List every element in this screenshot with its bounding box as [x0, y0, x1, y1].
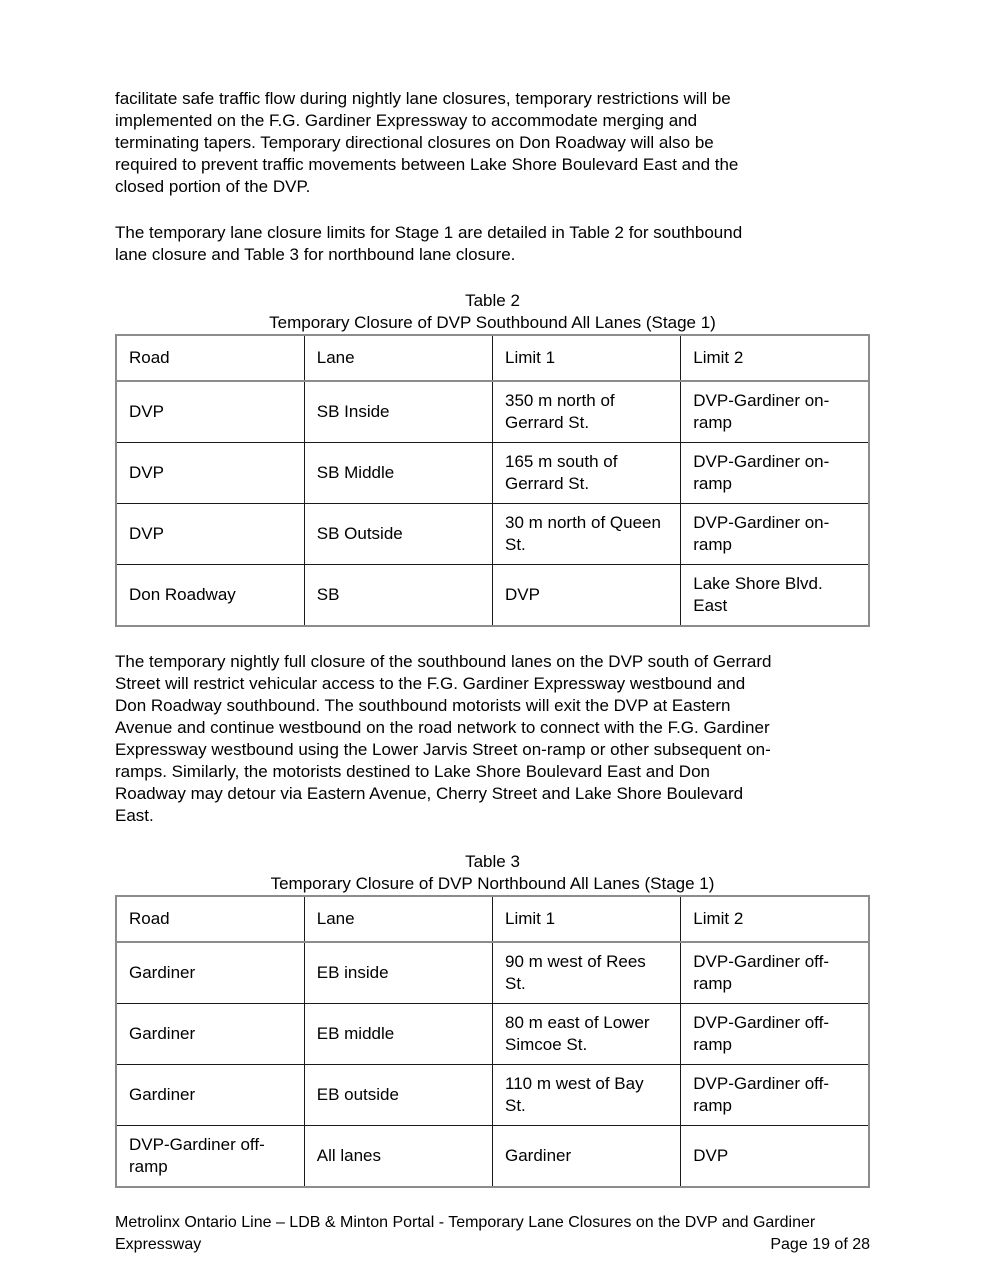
paragraph-detour: The temporary nightly full closure of the southbound lanes on the DVP south of Gerrard Street will restrict vehicular access to the F.G. Gardiner Expressway westbound and Don Roadway southbound. The southbound motorists will exit the DVP at Eastern Avenue and continue westbound on the road network to connect with the F.G. Gardiner Expressway westbound using the Lower Jarvis Street on-ramp or other subsequent on-ramps. Similarly, the motorists destined to Lake Shore Boulevard East and Don Roadway may detour via Eastern Avenue, Cherry Street and Lake Shore Boulevard East.: [115, 652, 772, 825]
table-cell: DVP: [681, 1126, 869, 1188]
table-2-block: [115, 290, 870, 627]
table-cell: 80 m east of Lower Simcoe St.: [493, 1004, 681, 1065]
table-row: [116, 1065, 869, 1126]
column-header: Limit 2: [681, 896, 869, 942]
table-cell: DVP-Gardiner on-ramp: [681, 504, 869, 565]
table-cell: DVP-Gardiner off-ramp: [681, 1065, 869, 1126]
table-cell: DVP-Gardiner on-ramp: [681, 443, 869, 504]
table-row: [116, 942, 869, 1004]
column-header: Lane: [304, 335, 492, 381]
table-2-title: Table 2: [465, 291, 520, 310]
table-cell: 30 m north of Queen St.: [493, 504, 681, 565]
column-header: Limit 2: [681, 335, 869, 381]
table-cell: Lake Shore Blvd. East: [681, 565, 869, 627]
table-cell: Gardiner: [116, 1065, 304, 1126]
footer-document-title-line2: Expressway: [115, 1236, 202, 1253]
table-cell: Gardiner: [116, 942, 304, 1004]
table-3: [115, 895, 870, 1188]
table-cell: Gardiner: [116, 1004, 304, 1065]
table-row: [116, 565, 869, 627]
table-2-subtitle: Temporary Closure of DVP Southbound All Lanes (Stage 1): [269, 313, 716, 332]
table-2: [115, 334, 870, 627]
table-row: [116, 1126, 869, 1188]
table-cell: SB Middle: [304, 443, 492, 504]
column-header: Limit 1: [493, 335, 681, 381]
table-3-block: [115, 851, 870, 1188]
footer-document-title-line1: Metrolinx Ontario Line – LDB & Minton Portal - Temporary Lane Closures on the DVP and Gardiner: [115, 1214, 816, 1231]
table-row: [116, 504, 869, 565]
table-3-subtitle: Temporary Closure of DVP Northbound All Lanes (Stage 1): [270, 874, 715, 893]
table-cell: DVP: [116, 443, 304, 504]
table-cell: Don Roadway: [116, 565, 304, 627]
table-cell: DVP-Gardiner off-ramp: [681, 1004, 869, 1065]
table-cell: 165 m south of Gerrard St.: [493, 443, 681, 504]
table-cell: SB: [304, 565, 492, 627]
table-3-title: Table 3: [465, 852, 520, 871]
table-cell: EB inside: [304, 942, 492, 1004]
table-cell: SB Inside: [304, 381, 492, 443]
table-cell: SB Outside: [304, 504, 492, 565]
column-header: Lane: [304, 896, 492, 942]
column-header: Road: [116, 896, 304, 942]
table-cell: 90 m west of Rees St.: [493, 942, 681, 1004]
table-row: [116, 443, 869, 504]
page-footer: [115, 1212, 870, 1256]
table-cell: 110 m west of Bay St.: [493, 1065, 681, 1126]
paragraph-closure-limits: The temporary lane closure limits for Stage 1 are detailed in Table 2 for southbound lane closure and Table 3 for northbound lane closure.: [115, 223, 743, 264]
table-cell: All lanes: [304, 1126, 492, 1188]
table-cell: DVP: [116, 381, 304, 443]
table-cell: DVP-Gardiner off-ramp: [681, 942, 869, 1004]
table-cell: DVP: [116, 504, 304, 565]
table-cell: 350 m north of Gerrard St.: [493, 381, 681, 443]
column-header: Limit 1: [493, 896, 681, 942]
column-header: Road: [116, 335, 304, 381]
table-cell: DVP-Gardiner off-ramp: [116, 1126, 304, 1188]
table-cell: EB outside: [304, 1065, 492, 1126]
table-cell: EB middle: [304, 1004, 492, 1065]
footer-page-number: Page 19 of 28: [770, 1236, 870, 1253]
table-cell: Gardiner: [493, 1126, 681, 1188]
table-row: [116, 381, 869, 443]
table-row: [116, 1004, 869, 1065]
table-header-row: [116, 896, 869, 942]
table-cell: DVP-Gardiner on-ramp: [681, 381, 869, 443]
table-header-row: [116, 335, 869, 381]
table-cell: DVP: [493, 565, 681, 627]
paragraph-intro: facilitate safe traffic flow during nightly lane closures, temporary restrictions will be implemented on the F.G. Gardiner Expressway to accommodate merging and terminating tapers. Temporary directional closures on Don Roadway will also be required to prevent traffic movements between Lake Shore Boulevard East and the closed portion of the DVP.: [115, 89, 739, 196]
